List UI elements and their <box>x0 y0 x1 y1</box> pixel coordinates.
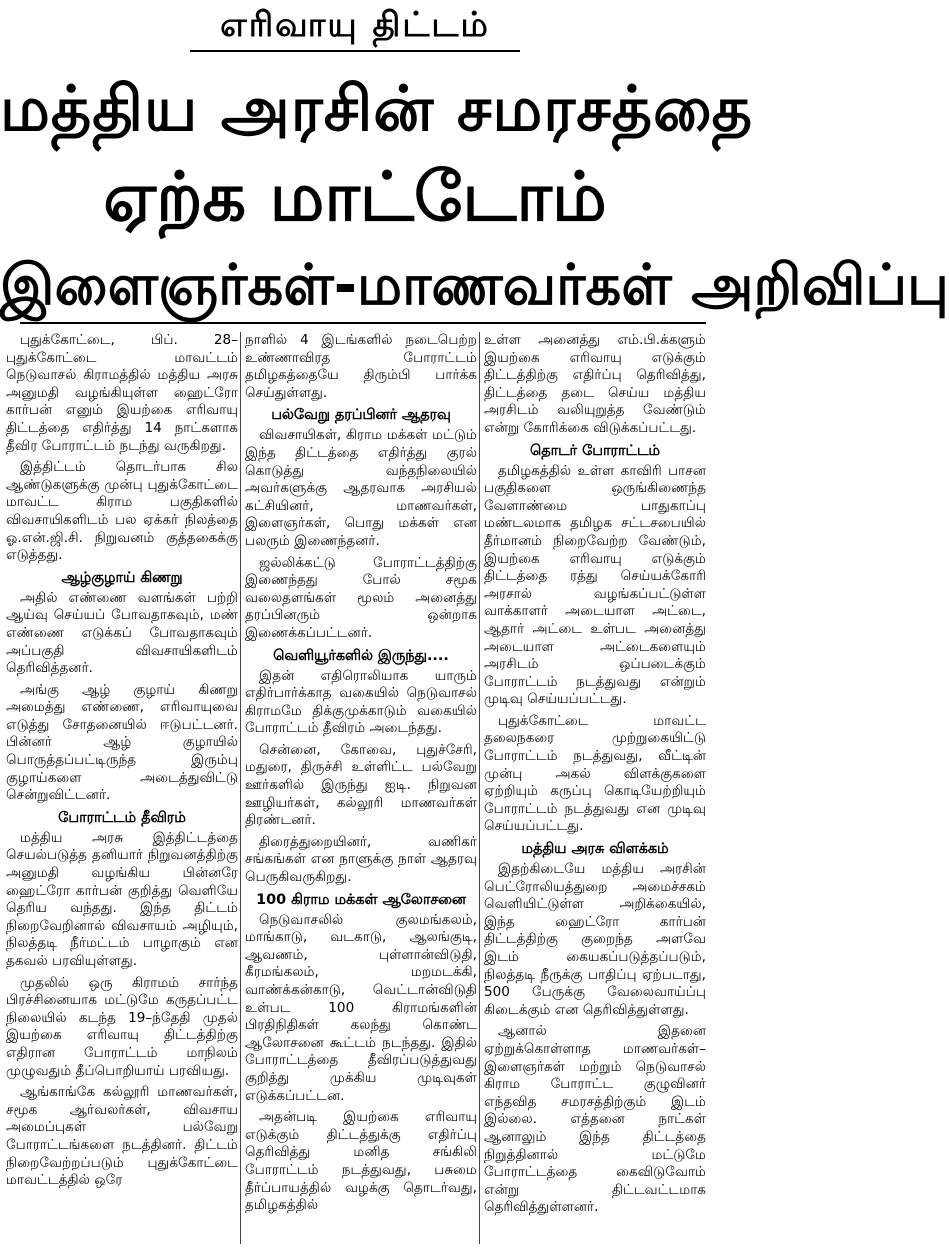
paragraph: தமிழகத்தில் உள்ள காவிரி பாசன பகுதிகளை ஒருங்கிணைந்த வேளாண்மை பாதுகாப்பு மண்டலமாக தமிழக சட்டசபையில் தீர்மானம் நிறைவேற்ற வேண்டும், இயற்கை எரிவாயு எடுக்கும் திட்டத்தை ரத்து செய்யக்கோரி அரசால் வழங்கப்பட்டுள்ள வாக்காளர் அடையாள அட்டை, ஆதார் அட்டை உள்பட அனைத்து அடையாள அட்டைகளையும் அரசிடம் ஒப்படைக்கும் போராட்டம் நடத்துவது என்றும் முடிவு செய்யப்பட்டது. <box>484 462 706 708</box>
paragraph: சென்னை, கோவை, புதுச்சேரி, மதுரை, திருச்சி உள்ளிட்ட பல்வேறு ஊர்களில் இருந்து ஐடி. நிறுவன ஊழியர்கள், கல்லூரி மாணவர்கள் திரண்டனர். <box>245 741 477 829</box>
paragraph: இத்திட்டம் தொடர்பாக சில ஆண்டுகளுக்கு முன்பு புதுக்கோட்டை மாவட்ட கிராம பகுதிகளில் விவசாயிகளிடம் பல ஏக்கர் நிலத்தை ஓ.என்.ஜி.சி. நிறுவனம் குத்தகைக்கு எடுத்தது. <box>6 459 238 564</box>
subheading: பல்வேறு தரப்பினர் ஆதரவு <box>271 407 451 424</box>
kicker-text: எரிவாயு திட்டம் <box>220 5 490 45</box>
paragraph: புதுக்கோட்டை, பிப். 28– புதுக்கோட்டை மாவட்டம் நெடுவாசல் கிராமத்தில் மத்திய அரசு அனுமதி வழங்கியுள்ள ஹைட்ரோ கார்பன் எனும் இயற்கை எரிவாயு திட்டத்தை எதிர்த்து 14 நாட்களாக தீவிர போராட்டம் நடந்து வருகிறது. <box>6 332 238 454</box>
headline-rule <box>20 322 706 324</box>
subheading: வெளியூர்களில் இருந்து.... <box>273 647 449 664</box>
subheading: 100 கிராம மக்கள் ஆலோசனை <box>256 891 466 908</box>
paragraph: நெடுவாசலில் குலமங்கலம், மாங்காடு, வடகாடு, ஆலங்குடி, ஆவணம், புள்ளான்விடுதி, கீரமங்கலம், மறமடக்கி, வாண்க்கன்காடு, வெட்டான்விடுதி உள்பட 100 கிராமங்களின் பிரதிநிதிகள் கலந்து கொண்ட ஆலோசனை கூட்டம் நடந்தது. இதில் போராட்டத்தை தீவிரப்படுத்துவது குறித்து முக்கிய முடிவுகள் எடுக்கப்பட்டன. <box>245 911 477 1104</box>
headline-line-3: இளைஞர்கள்-மாணவர்கள் அறிவிப்பு <box>0 253 949 318</box>
paragraph: மத்திய அரசு இத்திட்டத்தை செயல்படுத்த தனியார் நிறுவனத்திற்கு அனுமதி வழங்கிய பின்னரே ஹைட்ரோ கார்பன் குறித்து வெளியே தெரிய வந்தது. இந்த திட்டம் நிறைவேறினால் விவசாயம் அழியும், நிலத்தடி நீர்மட்டம் பாழாகும் என தகவல் பரவியுள்ளது. <box>6 829 238 969</box>
column-divider <box>479 332 480 1244</box>
paragraph: விவசாயிகள், கிராம மக்கள் மட்டும் இந்த திட்டத்தை எதிர்த்து குரல் கொடுத்து வந்தநிலையில் அவர்களுக்கு ஆதரவாக அரசியல் கட்சியினர், மாணவர்கள், இளைஞர்கள், பொது மக்கள் என பலரும் இணைந்தனர். <box>245 427 477 549</box>
paragraph: புதுக்கோட்டை மாவட்ட தலைநகரை முற்றுகையிட்டு போராட்டம் நடத்துவது, வீட்டின் முன்பு அகல் விளக்குகளை ஏற்றியும் கருப்பு கொடியேற்றியும் போராட்டம் நடத்துவது என முடிவு செய்யப்பட்டது. <box>484 712 706 835</box>
subheading: மத்திய அரசு விளக்கம் <box>521 841 669 858</box>
paragraph: ஜல்லிக்கட்டு போராட்டத்திற்கு இணைந்தது போல் சமூக வலைதளங்கள் மூலம் அனைத்து தரப்பினரும் ஒன்றாக இணைக்கப்பட்டனர். <box>245 554 477 641</box>
kicker-underline <box>190 50 520 52</box>
article-column-3 <box>484 332 706 1244</box>
paragraph: அதன்படி இயற்கை எரிவாயு எடுக்கும் திட்டத்துக்கு எதிர்ப்பு தெரிவித்து மனித சங்கிலி போராட்டம் நடத்துவது, பசுமை தீர்ப்பாயத்தில் வழக்கு தொடர்வது, தமிழகத்தில் <box>245 1109 477 1214</box>
paragraph: அதில் எண்ணை வளங்கள் பற்றி ஆய்வு செய்யப் போவதாகவும், மண் எண்ணை எடுக்கப் போவதாகவும் அப்பகுதி விவசாயிகளிடம் தெரிவித்தனர். <box>6 589 238 677</box>
paragraph: இதன் எதிரொலியாக யாரும் எதிர்பார்க்காத வகையில் நெடுவாசல் கிராமமே திக்குமுக்காடும் வகையில் போராட்டம் தீவிரம் அடைந்தது. <box>245 667 477 737</box>
paragraph: ஆனால் இதனை ஏற்றுக்கொள்ளாத மாணவர்கள்– இளைஞர்கள் மற்றும் நெடுவாசல் கிராம போராட்ட குழுவினர் எந்தவித சமரசத்திற்கும் இடம் இல்லை. எத்தனை நாட்கள் ஆனாலும் இந்த திட்டத்தை நிறுத்தினால் மட்டுமே போராட்டத்தை கைவிடுவோம் என்று திட்டவட்டமாக தெரிவித்துள்ளனர். <box>484 1023 706 1216</box>
headline-line-2: ஏற்க மாட்டோம் <box>103 158 607 237</box>
article-column-1 <box>6 332 238 1244</box>
paragraph: ஆங்காங்கே கல்லூரி மாணவர்கள், சமூக ஆர்வலர்கள், விவசாய அமைப்புகள் பல்வேறு போராட்டங்களை நடத்தினர். திட்டம் நிறைவேற்றப்படும் புதுக்கோட்டை மாவட்டத்தில் ஒரே <box>6 1084 238 1189</box>
article-column-2 <box>245 332 477 1244</box>
paragraph: நாளில் 4 இடங்களில் நடைபெற்ற உண்ணாவிரத போராட்டம் தமிழகத்தையே திரும்பி பார்க்க செய்துள்ளது. <box>245 332 477 401</box>
headline-line-1: மத்திய அரசின் சமரசத்தை <box>0 72 754 145</box>
subheading: ஆழ்குழாய் கிணறு <box>61 569 183 586</box>
column-divider <box>240 332 241 1244</box>
subheading: தொடர் போராட்டம் <box>530 442 660 459</box>
paragraph: இதற்கிடையே மத்திய அரசின் பெட்ரோலியத்துறை அமைச்சகம் வெளியிட்டுள்ள அறிக்கையில், இந்த ஹைட்ரோ கார்பன் திட்டத்திற்கு குறைந்த அளவே இடம் கையகப்படுத்தப்படும், நிலத்தடி நீருக்கு பாதிப்பு ஏற்படாது, 500 பேருக்கு வேலைவாய்ப்பு கிடைக்கும் என தெரிவித்துள்ளது. <box>484 861 706 1018</box>
paragraph: உள்ள அனைத்து எம்.பி.க்களும் இயற்கை எரிவாயு எடுக்கும் திட்டத்திற்கு எதிர்ப்பு தெரிவித்து, திட்டத்தை தடை செய்ய மத்திய அரசிடம் வலியுறுத்த வேண்டும் என்று கோரிக்கை விடுக்கப்பட்டது. <box>484 332 706 436</box>
paragraph: திரைத்துறையினர், வணிகர் சங்கங்கள் என நாளுக்கு நாள் ஆதரவு பெருகிவருகிறது. <box>245 833 477 886</box>
paragraph: முதலில் ஒரு கிராமம் சார்ந்த பிரச்சினையாக மட்டுமே கருதப்பட்ட நிலையில் கடந்த 19–ந்தேதி முதல் இயற்கை எரிவாயு திட்டத்திற்கு எதிரான போராட்டம் மாநிலம் முழுவதும் தீப்பொறியாய் பரவியது. <box>6 974 238 1079</box>
paragraph: அங்கு ஆழ் குழாய் கிணறு அமைத்து எண்ணை, எரிவாயுவை எடுத்து சோதனையில் ஈடுபட்டனர். பின்னர் ஆழ் குழாயில் பொருத்தப்பட்டிருந்த இரும்பு குழாய்களை அடைத்துவிட்டு சென்றுவிட்டனர். <box>6 681 238 804</box>
subheading: போராட்டம் தீவிரம் <box>58 809 186 826</box>
